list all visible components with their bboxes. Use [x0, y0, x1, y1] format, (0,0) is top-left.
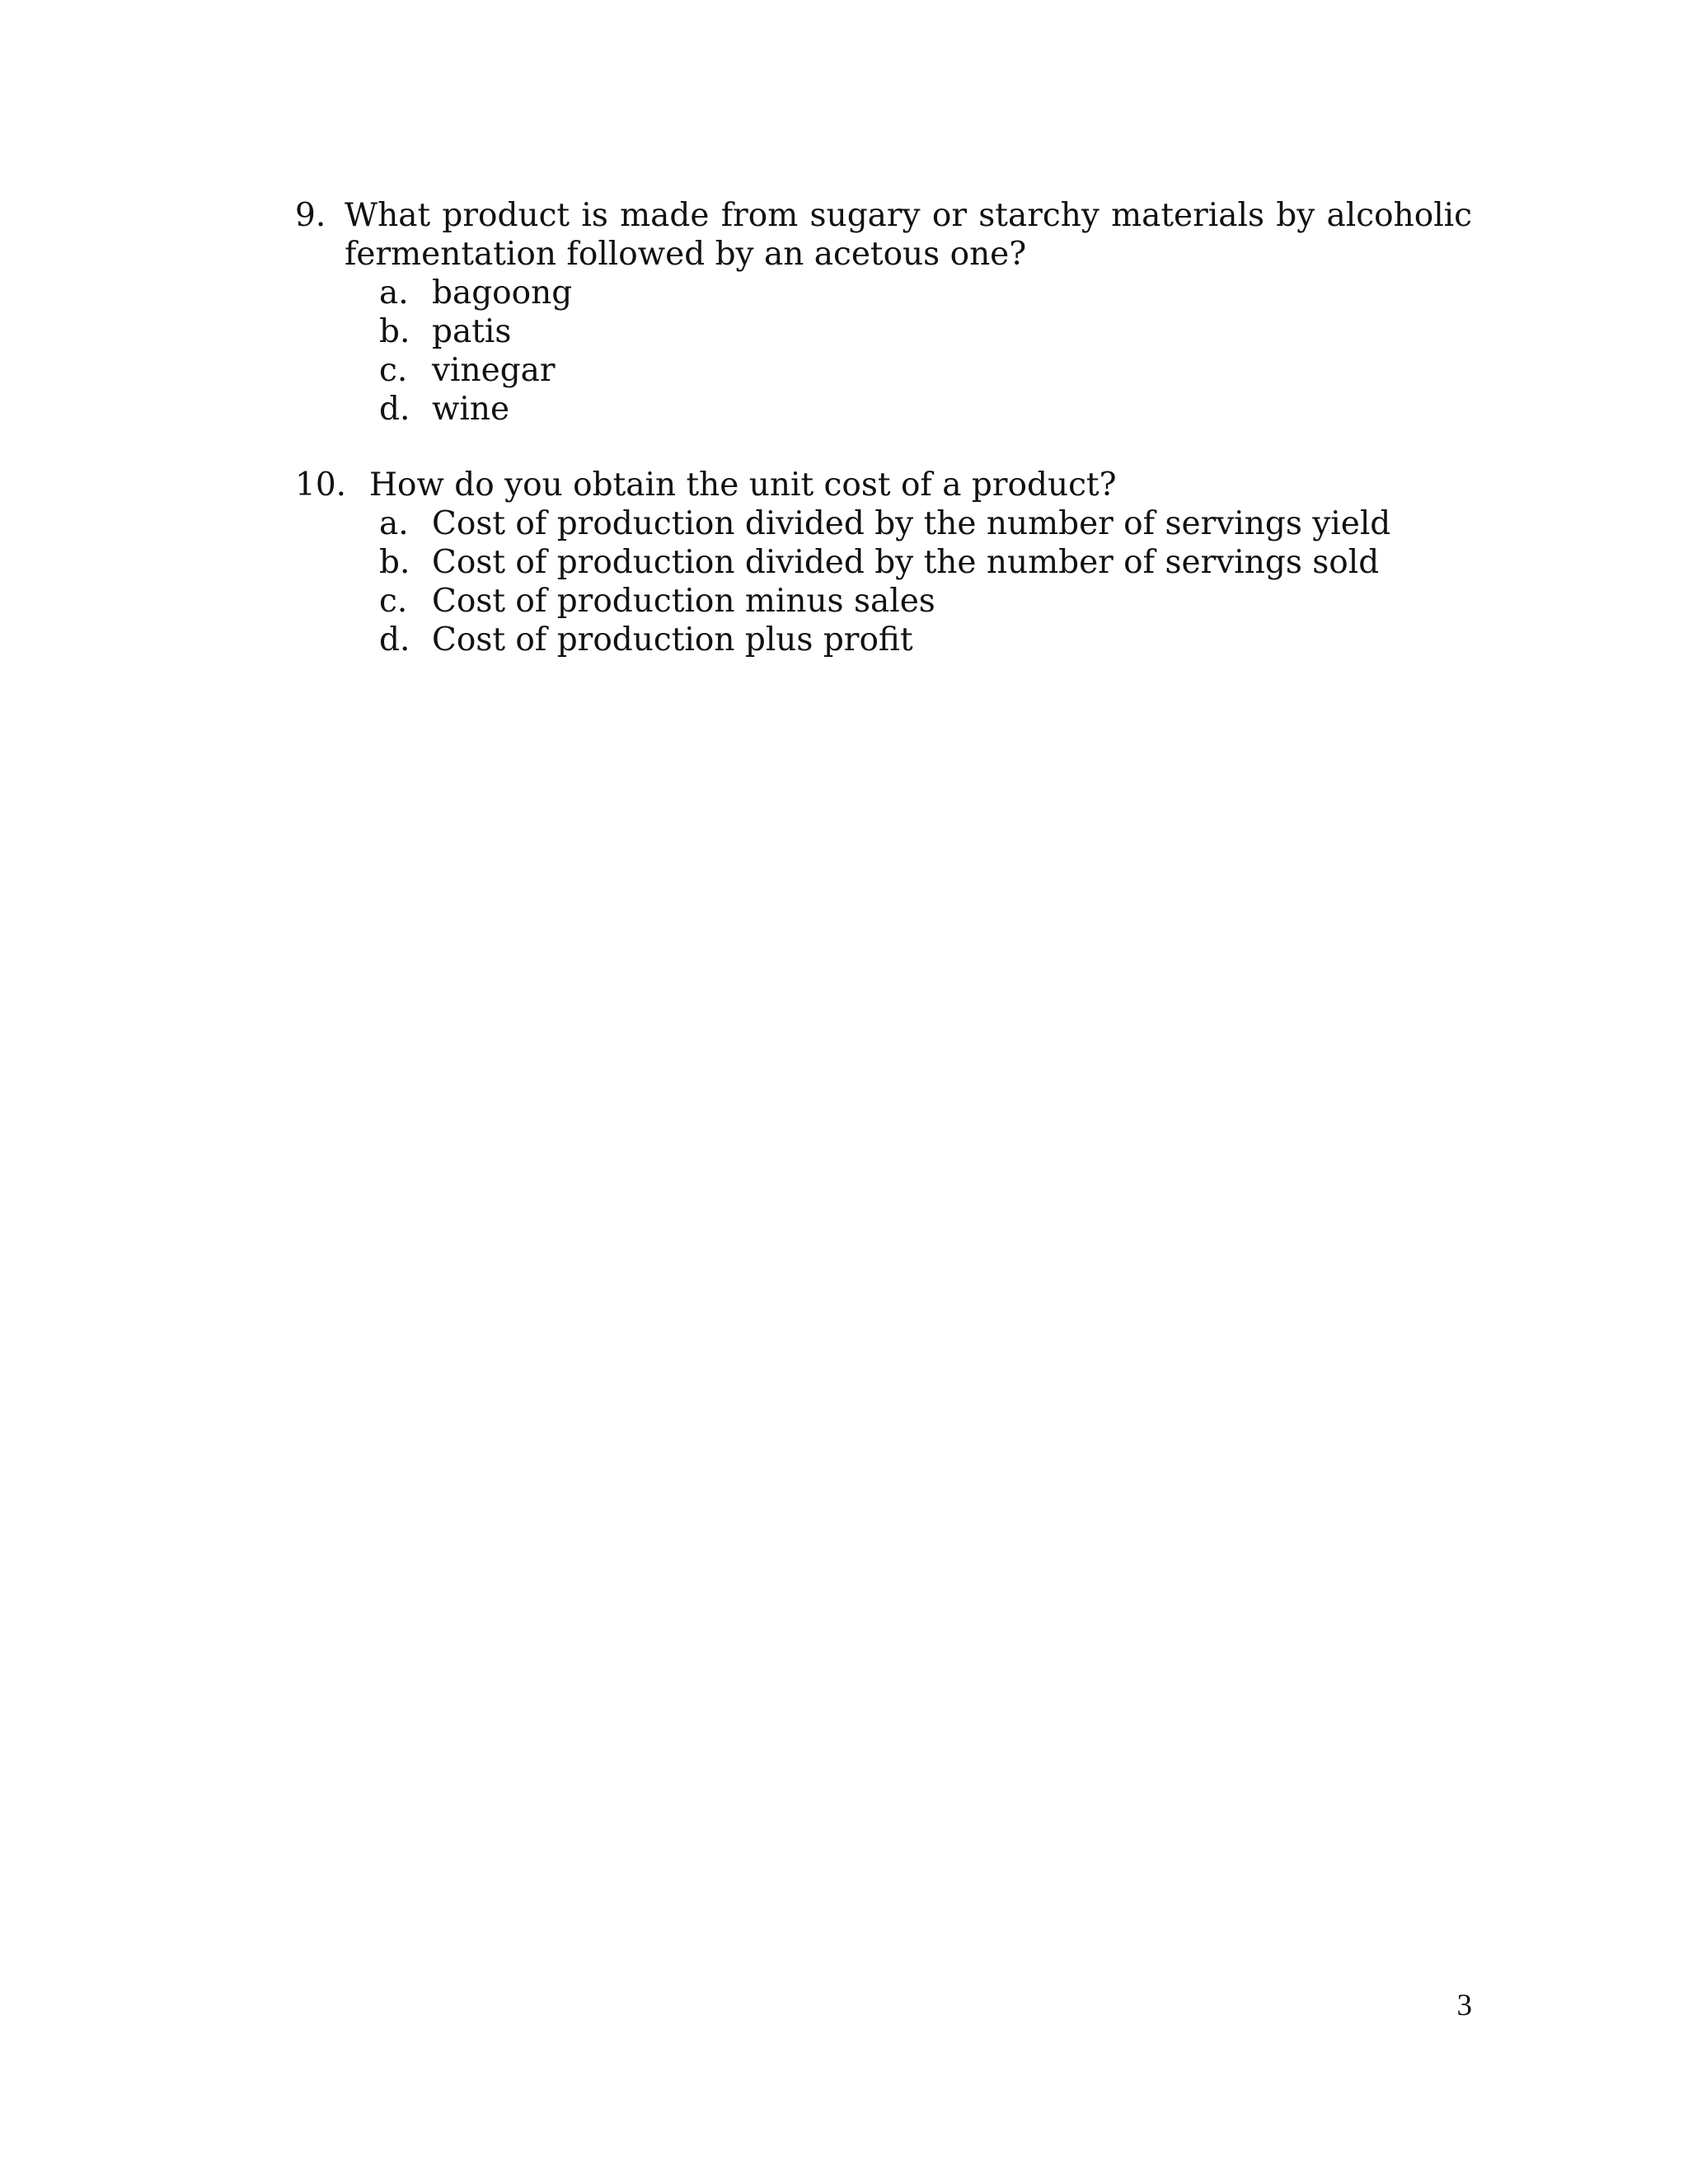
option-text: Cost of production plus profit	[432, 621, 913, 658]
option-letter: d.	[379, 621, 410, 658]
answer-option-b	[379, 312, 1472, 351]
answer-option-d	[379, 621, 1472, 659]
option-letter: b.	[379, 544, 410, 581]
answer-options	[295, 504, 1472, 659]
option-letter: c.	[379, 352, 408, 389]
question-9	[295, 196, 1472, 429]
option-text: Cost of production divided by the number of servings yield	[432, 505, 1391, 542]
answer-option-d	[379, 390, 1472, 429]
option-letter: a.	[379, 505, 409, 542]
question-10	[295, 466, 1472, 659]
question-text: How do you obtain the unit cost of a product?	[369, 466, 1117, 504]
answer-option-a	[379, 504, 1472, 543]
option-text: Cost of production minus sales	[432, 583, 935, 620]
option-letter: c.	[379, 583, 408, 620]
option-letter: b.	[379, 313, 410, 350]
answer-option-c	[379, 351, 1472, 390]
question-text: What product is made from sugary or starchy materials by alcoholic fermentation followed by an acetous one?	[345, 197, 1472, 273]
answer-option-a	[379, 274, 1472, 312]
option-text: patis	[432, 313, 512, 350]
answer-options	[295, 274, 1472, 429]
page-number: 3	[1456, 1989, 1472, 2022]
option-text: vinegar	[432, 352, 556, 389]
option-text: Cost of production divided by the number of servings sold	[432, 544, 1380, 581]
option-letter: a.	[379, 274, 409, 312]
option-text: bagoong	[432, 274, 573, 312]
question-stem	[295, 466, 1472, 504]
question-stem	[295, 196, 1472, 274]
answer-option-c	[379, 582, 1472, 621]
option-text: wine	[432, 391, 510, 428]
option-letter: d.	[379, 391, 410, 428]
answer-option-b	[379, 543, 1472, 582]
question-number: 10.	[295, 466, 347, 504]
question-number: 9.	[295, 197, 326, 234]
